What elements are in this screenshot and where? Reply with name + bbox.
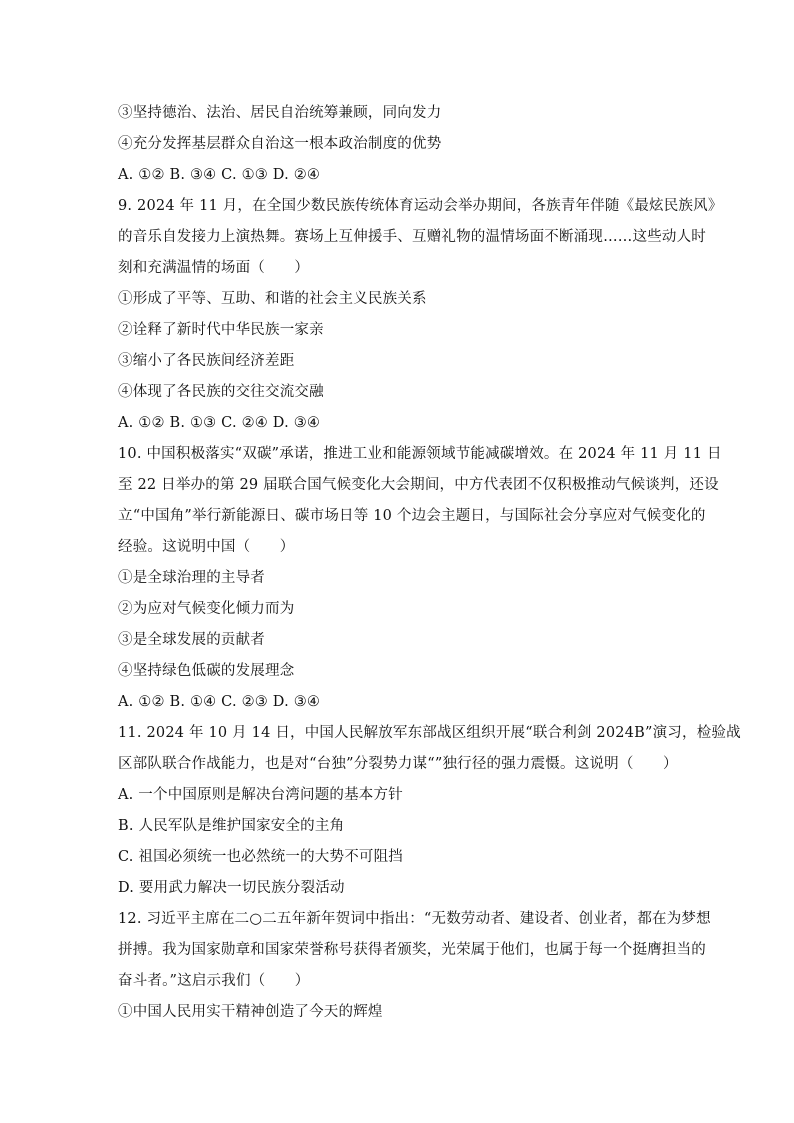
answer-options: A. ①② B. ①③ C. ②④ D. ③④ — [118, 415, 321, 431]
answer-options: A. ①② B. ①④ C. ②③ D. ③④ — [118, 694, 321, 710]
question-12-stem: 12. 习近平主席在二○二五年新年贺词中指出：“无数劳动者、建设者、创业者，都在为梦想 — [118, 911, 711, 927]
document-page — [118, 98, 741, 1028]
statement-item: ④坚持绿色低碳的发展理念 — [118, 663, 295, 679]
statement-item: ③缩小了各民族间经济差距 — [118, 353, 295, 369]
option-d: D. 要用武力解决一切民族分裂活动 — [118, 880, 345, 896]
question-11-stem: 11. 2024 年 10 月 14 日，中国人民解放军东部战区组织开展“联合利剑 2024B”演习，检验战 — [118, 725, 741, 741]
question-9-stem: 9. 2024 年 11 月，在全国少数民族传统体育运动会举办期间，各族青年伴随《最炫民族风》 — [118, 198, 723, 214]
question-9-stem: 刻和充满温情的场面（ ） — [118, 260, 310, 276]
question-12-stem: 拼搏。我为国家勋章和国家荣誉称号获得者颁奖，光荣属于他们，也属于每一个挺膺担当的 — [118, 942, 706, 958]
statement-item: ②诠释了新时代中华民族一家亲 — [118, 322, 324, 338]
question-9-stem: 的音乐自发接力上演热舞。赛场上互伸援手、互赠礼物的温情场面不断涌现……这些动人时 — [118, 229, 706, 245]
statement-item: ①是全球治理的主导者 — [118, 570, 265, 586]
option-c: C. 祖国必须统一也必然统一的大势不可阻挡 — [118, 849, 403, 865]
statement-item: ①中国人民用实干精神创造了今天的辉煌 — [118, 1004, 383, 1020]
statement-item: ①形成了平等、互助、和谐的社会主义民族关系 — [118, 291, 427, 307]
statement-item: ④体现了各民族的交往交流交融 — [118, 384, 324, 400]
statement-item: ②为应对气候变化倾力而为 — [118, 601, 295, 617]
option-b: B. 人民军队是维护国家安全的主角 — [118, 818, 345, 834]
statement-item: ③是全球发展的贡献者 — [118, 632, 265, 648]
text-line: ③坚持德治、法治、居民自治统筹兼顾，同向发力 — [118, 105, 442, 121]
question-10-stem: 至 22 日举办的第 29 届联合国气候变化大会期间，中方代表团不仅积极推动气候谈判，还设 — [118, 477, 719, 493]
question-10-stem: 经验。这说明中国（ ） — [118, 539, 295, 555]
option-a: A. 一个中国原则是解决台湾问题的基本方针 — [118, 787, 403, 803]
question-10-stem: 10. 中国积极落实“双碳”承诺，推进工业和能源领域节能减碳增效。在 2024 年 11 月 11 日 — [118, 446, 722, 462]
question-10-stem: 立“中国角”举行新能源日、碳市场日等 10 个边会主题日，与国际社会分享应对气候变化的 — [118, 508, 706, 524]
text-line: ④充分发挥基层群众自治这一根本政治制度的优势 — [118, 136, 442, 152]
answer-options: A. ①② B. ③④ C. ①③ D. ②④ — [118, 167, 321, 183]
question-11-stem: 区部队联合作战能力，也是对“台独”分裂势力谋“”独行径的强力震慑。这说明（ ） — [118, 756, 678, 772]
question-12-stem: 奋斗者。”这启示我们（ ） — [118, 973, 310, 989]
